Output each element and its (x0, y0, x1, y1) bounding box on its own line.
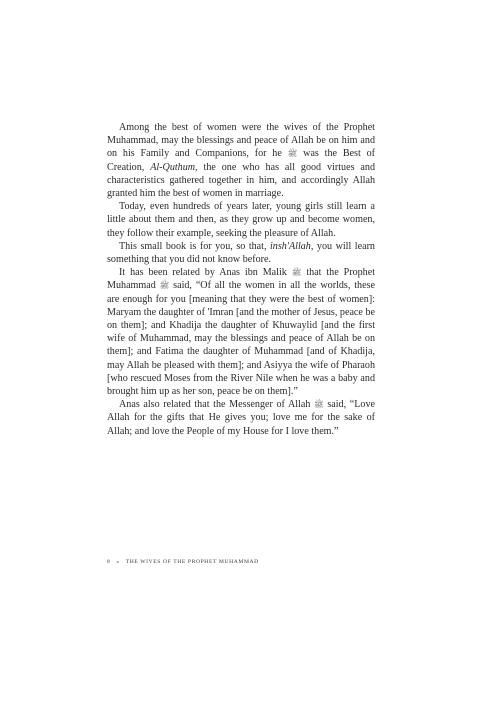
text-run: said, “Love Allah for the gifts that He gives you; love me for the sake of Allah; and love the People of my House for I love them.” (107, 399, 375, 437)
text-run: that the Prophet Muhammad (107, 267, 376, 292)
paragraph (107, 200, 375, 240)
honorific-symbol: ﷺ (159, 281, 170, 291)
footer-separator: » (116, 559, 120, 565)
text-run: It has been related by Anas ibn Malik (119, 267, 292, 279)
body-text (107, 121, 375, 438)
italic-term: insh'Allah, (270, 240, 314, 252)
text-run: said, “Of all the women in all the worlds, these are enough for you [meaning that they were the best of women]: Maryam the daughter of 'Imran [and the mother of Jesus, peace be on them]; and Khadija the daughter of Khuwaylid [and the first wife of Muhammad, may the blessings and peace of Allah be on them]; and Fatima the daughter of Muhammad [and of Khadija, may Allah be pleased with them]; and Asiyya the wife of Pharaoh [who rescued Moses from the River Nile when he was a baby and brought him up as her son, peace be on them].” (107, 280, 375, 398)
text-run: Today, even hundreds of years later, young girls still learn a little about them and then, as they grow up and become women, they follow their example, seeking the pleasure of Allah. (107, 201, 375, 239)
text-run: the one who has all good virtues and characteristics gathered together in him, and accordingly Allah granted him the best of women in marriage. (107, 161, 375, 200)
paragraph (107, 266, 375, 398)
running-title: THE WIVES OF THE PROPHET MUHAMMAD (125, 559, 259, 565)
paragraph (107, 398, 375, 438)
paragraph (107, 121, 375, 200)
text-run: was the Best of Creation, (107, 148, 375, 173)
text-run: you will learn something that you did not know before. (107, 240, 375, 266)
honorific-symbol: ﷺ (291, 268, 302, 278)
honorific-symbol: ﷺ (314, 400, 324, 410)
page-number: 8 (107, 559, 111, 565)
text-run: Anas also related that the Messenger of Allah (119, 399, 315, 411)
page-footer (107, 559, 375, 565)
paragraph (107, 240, 375, 266)
italic-term: Al-Quthum, (150, 161, 198, 173)
text-run: This small book is for you, so that, (119, 240, 270, 252)
text-run: Among the best of women were the wives of the Prophet Muhammad, may the blessings and peace of Allah be on him and on his Family and Companions, for he (107, 122, 375, 160)
honorific-symbol: ﷺ (287, 149, 298, 159)
